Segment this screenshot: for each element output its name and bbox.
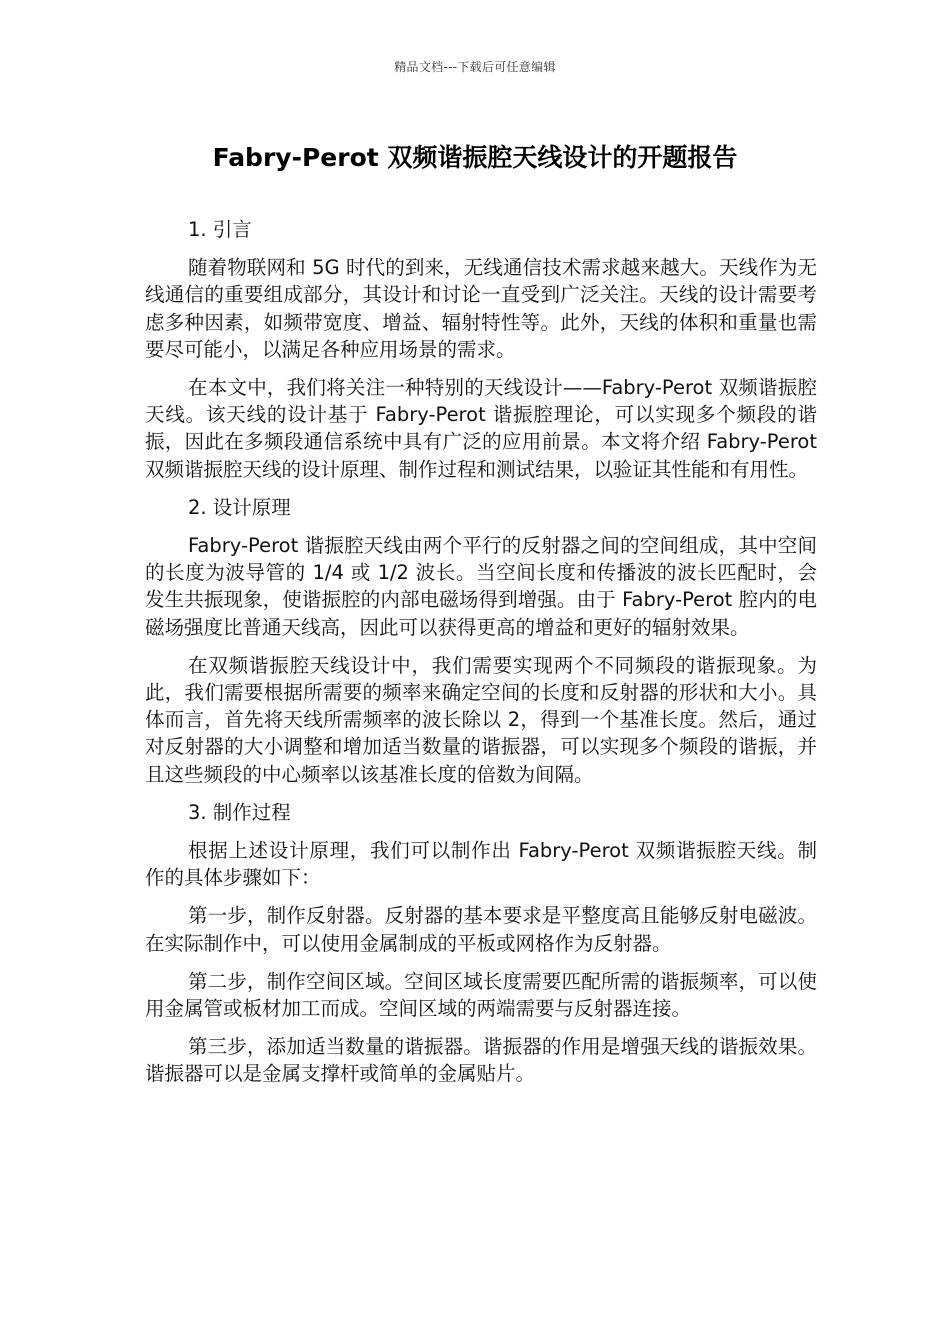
paragraph: 根据上述设计原理，我们可以制作出 Fabry-Perot 双频谐振腔天线。制作的具体步骤如下：: [145, 839, 817, 890]
paragraph: 第三步，添加适当数量的谐振器。谐振器的作用是增强天线的谐振效果。谐振器可以是金属支撑杆或简单的金属贴片。: [145, 1035, 817, 1086]
paragraph: 在本文中，我们将关注一种特别的天线设计——Fabry-Perot 双频谐振腔天线。该天线的设计基于 Fabry-Perot 谐振腔理论，可以实现多个频段的谐振，因此在多频段通信系统中具有广泛的应用前景。本文将介绍 Fabry-Perot 双频谐振腔天线的设计原理、制作过程和测试结果，以验证其性能和有用性。: [145, 376, 817, 481]
section-heading-fabrication: 3. 制作过程: [188, 800, 291, 824]
paragraph: 第一步，制作反射器。反射器的基本要求是平整度高且能够反射电磁波。在实际制作中，可以使用金属制成的平板或网格作为反射器。: [145, 904, 817, 955]
paragraph: Fabry-Perot 谐振腔天线由两个平行的反射器之间的空间组成，其中空间的长度为波导管的 1/4 或 1/2 波长。当空间长度和传播波的波长匹配时，会发生共振现象，使谐振腔的内部电磁场得到增强。由于 Fabry-Perot 腔内的电磁场强度比普通天线高，因此可以获得更高的增益和更好的辐射效果。: [145, 534, 817, 639]
header-note: 精品文档---下载后可任意编辑: [394, 60, 556, 74]
paragraph: 在双频谐振腔天线设计中，我们需要实现两个不同频段的谐振现象。为此，我们需要根据所需要的频率来确定空间的长度和反射器的形状和大小。具体而言，首先将天线所需频率的波长除以 2，得到一个基准长度。然后，通过对反射器的大小调整和增加适当数量的谐振器，可以实现多个频段的谐振，并且这些频段的中心频率以该基准长度的倍数为间隔。: [145, 653, 817, 786]
section-heading-intro: 1. 引言: [188, 218, 252, 241]
paragraph: 第二步，制作空间区域。空间区域长度需要匹配所需的谐振频率，可以使用金属管或板材加工而成。空间区域的两端需要与反射器连接。: [145, 969, 817, 1021]
paragraph: 随着物联网和 5G 时代的到来，无线通信技术需求越来越大。天线作为无线通信的重要组成部分，其设计和讨论一直受到广泛关注。天线的设计需要考虑多种因素，如频带宽度、增益、辐射特性等。此外，天线的体积和重量也需要尽可能小，以满足各种应用场景的需求。: [145, 256, 817, 361]
section-heading-design-principle: 2. 设计原理: [188, 495, 291, 519]
document-body: [145, 216, 817, 1099]
document-title: Fabry-Perot 双频谐振腔天线设计的开题报告: [212, 143, 738, 172]
